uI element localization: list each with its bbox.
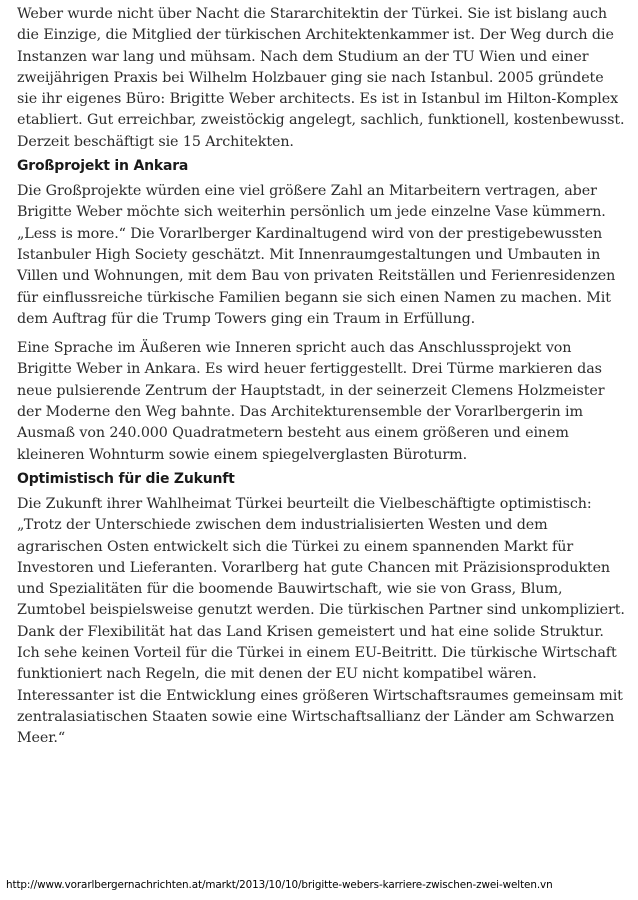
paragraph-grossprojekte: Die Großprojekte würden eine viel größere Zahl an Mitarbeitern vertragen, aber Brigitte Weber möchte sich weiterhin persönlich um jede einzelne Vase kümmern. „Less is more.“ Die Vorarlberger Kardinaltugend wird von der prestigebewussten Istanbuler High Society geschätzt. Mit Innenraumgestaltungen und Umbauten in Villen und Wohnungen, mit dem Bau von privaten Reitställen und Ferienresidenzen für einflussreiche türkische Familien begann sie sich einen Namen zu machen. Mit dem Auftrag für die Trump Towers ging ein Traum in Erfüllung.: [17, 183, 616, 327]
paragraph-intro: Weber wurde nicht über Nacht die Stararchitektin der Türkei. Sie ist bislang auch die Einzige, die Mitglied der türkischen Architektenkammer ist. Der Weg durch die Instanzen war lang und mühsam. Nach dem Studium an der TU Wien und einer zweijährigen Praxis bei Wilhelm Holzbauer ging sie nach Istanbul. 2005 gründete sie ihr eigenes Büro: Brigitte Weber architects. Es ist in Istanbul im Hilton-Komplex etabliert. Gut erreichbar, zweistöckig angelegt, sachlich, funktionell, kostenbewusst. Derzeit beschäftigt sie 15 Architekten.: [17, 6, 625, 150]
section-heading-ankara: Großprojekt in Ankara: [17, 158, 189, 175]
source-url-link[interactable]: http://www.vorarlbergernachrichten.at/markt/2013/10/10/brigitte-webers-karriere-zwischen-zwei-welten.vn: [6, 879, 553, 891]
article-body: [17, 4, 628, 750]
paragraph-zukunft: Die Zukunft ihrer Wahlheimat Türkei beurteilt die Vielbeschäftigte optimistisch: „Trotz der Unterschiede zwischen dem industrialisierten Westen und dem agrarischen Osten entwickelt sich die Türkei zu einem spannenden Markt für Investoren und Lieferanten. Vorarlberg hat gute Chancen mit Präzisionsprodukten und Spezialitäten für die boomende Bauwirtschaft, wie sie von Grass, Blum, Zumtobel beispielsweise genutzt werden. Die türkischen Partner sind unkompliziert. Dank der Flexibilität hat das Land Krisen gemeistert und hat eine solide Struktur. Ich sehe keinen Vorteil für die Türkei in einem EU-Beitritt. Die türkische Wirtschaft funktioniert nach Regeln, die mit denen der EU nicht kompatibel wären. Interessanter ist die Entwicklung eines größeren Wirtschaftsraumes gemeinsam mit zentralasiatischen Staaten sowie eine Wirtschaftsallianz der Länder am Schwarzen Meer.“: [17, 495, 625, 747]
paragraph-ankara-project: Eine Sprache im Äußeren wie Inneren spricht auch das Anschlussprojekt von Brigitte Weber in Ankara. Es wird heuer fertiggestellt. Drei Türme markieren das neue pulsierende Zentrum der Hauptstadt, in der seinerzeit Clemens Holzmeister der Moderne den Weg bahnte. Das Architekturensemble der Vorarlbergerin im Ausmaß von 240.000 Quadratmetern besteht aus einem größeren und einem kleineren Wohnturm sowie einem spiegelverglasten Büroturm.: [17, 340, 605, 463]
section-heading-zukunft: Optimistisch für die Zukunft: [17, 470, 235, 487]
